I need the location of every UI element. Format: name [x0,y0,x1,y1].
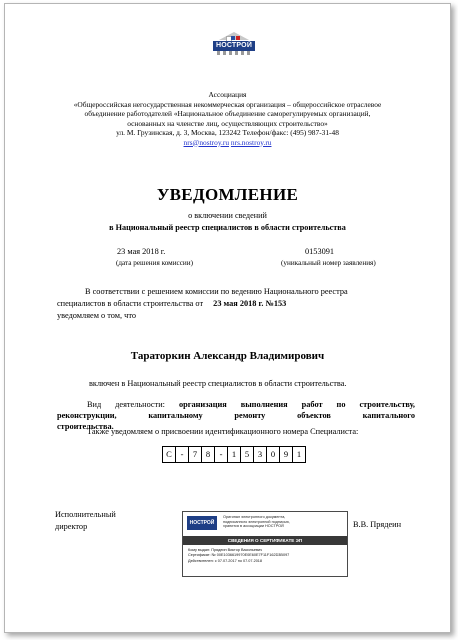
header-contacts [5,138,450,148]
signer-position-1: Исполнительный [55,510,116,519]
stamp-issued-to: Кому выдан: Прядеин Виктор Васильевич [188,548,263,552]
logo-text: НОСТРОЙ [213,41,255,51]
stamp-certificate-info [188,548,343,564]
org-header [5,90,450,147]
stamp-band: СВЕДЕНИЯ О СЕРТИФИКАТЕ ЭП [183,536,347,545]
paragraph-1-line-3: уведомляем о том, что [57,311,136,320]
decision-date-label: (дата решения комиссии) [116,259,194,267]
signer-name: В.В. Прядеин [353,520,402,529]
id-cell: 8 [201,446,215,463]
id-cell: 1 [292,446,306,463]
header-line-1: Ассоциация [208,90,247,99]
paragraph-1-line-1: В соответствии с решением комиссии по ведению Национального реестра [85,287,348,296]
header-line-5: ул. М. Грузинская, д. 3, Москва, 123242 Телефон/факс: (495) 987-31-48 [116,128,339,137]
id-cell: 3 [253,446,267,463]
subtitle-2: в Национальный реестр специалистов в области строительства [109,223,346,232]
id-notice: Также уведомляем о присвоении идентификационного номера Специалиста: [87,427,359,436]
decision-date: 23 мая 2018 г. [117,247,166,256]
subtitle-1: о включении сведений [188,211,267,220]
flag-blue-icon [231,36,235,40]
stamp-text-1: Оригинал электронного документа, [223,515,286,519]
stamp-certificate-number: Сертификат: № 00E1036619970E0E60E7F11F162D3B097 [188,553,290,558]
site-link[interactable]: nrs.nostroy.ru [230,137,272,147]
nostroy-logo [213,32,255,56]
paragraph-1-text: специалистов в области строительства от [57,299,204,308]
activity-line-2: реконструкции, капитальному ремонту объектов капитального [57,411,415,420]
id-cell: 9 [279,446,293,463]
header-line-3: объединение работодателей «Национальное объединение саморегулируемых организаций, [84,109,371,118]
stamp-text-3: хранится в ассоциации НОСТРОЙ [223,524,284,529]
application-number-label: (уникальный номер заявления) [281,259,376,267]
email-link[interactable]: nrs@nostroy.ru [183,137,230,147]
included-statement: включен в Национальный реестр специалистов в области строительства. [89,379,347,388]
paragraph-1-line-2 [57,298,286,309]
header-line-4: основанных на членстве лиц, осуществляющих строительство» [127,118,328,128]
logo-columns-icon [217,51,251,55]
stamp-logo: НОСТРОЙ [187,516,217,530]
id-cell: - [214,446,228,463]
application-number: 0153091 [305,247,335,256]
specialist-id-number [162,446,305,463]
id-cell: - [175,446,189,463]
stamp-validity: Действителен: с 07.07.2017 по 07.07.2018 [188,558,263,563]
document-title: УВЕДОМЛЕНИЕ [156,185,299,204]
id-cell: 1 [227,446,241,463]
flag-red-icon [236,36,240,40]
activity-text-1: организация выполнения работ по строительству, [178,400,415,409]
activity-line-3: строительства. [57,422,114,431]
protocol-reference: 23 мая 2018 г. №153 [213,299,287,308]
id-cell: 7 [188,446,202,463]
electronic-signature-stamp [182,511,348,577]
id-cell: 5 [240,446,254,463]
header-line-2: «Общероссийская негосударственная некоммерческая организация – общероссийское отраслевое [73,99,382,109]
activity-line-1 [57,399,415,410]
specialist-name: Тараторкин Александр Владимирович [130,350,325,362]
stamp-description [223,515,343,529]
signer-position-2: директор [55,522,88,531]
id-cell: С [162,446,176,463]
document-page [4,3,451,633]
stamp-text-2: подписанного электронной подписью, [223,519,290,524]
activity-prefix: Вид деятельности: [87,400,165,409]
id-cell: 0 [266,446,280,463]
